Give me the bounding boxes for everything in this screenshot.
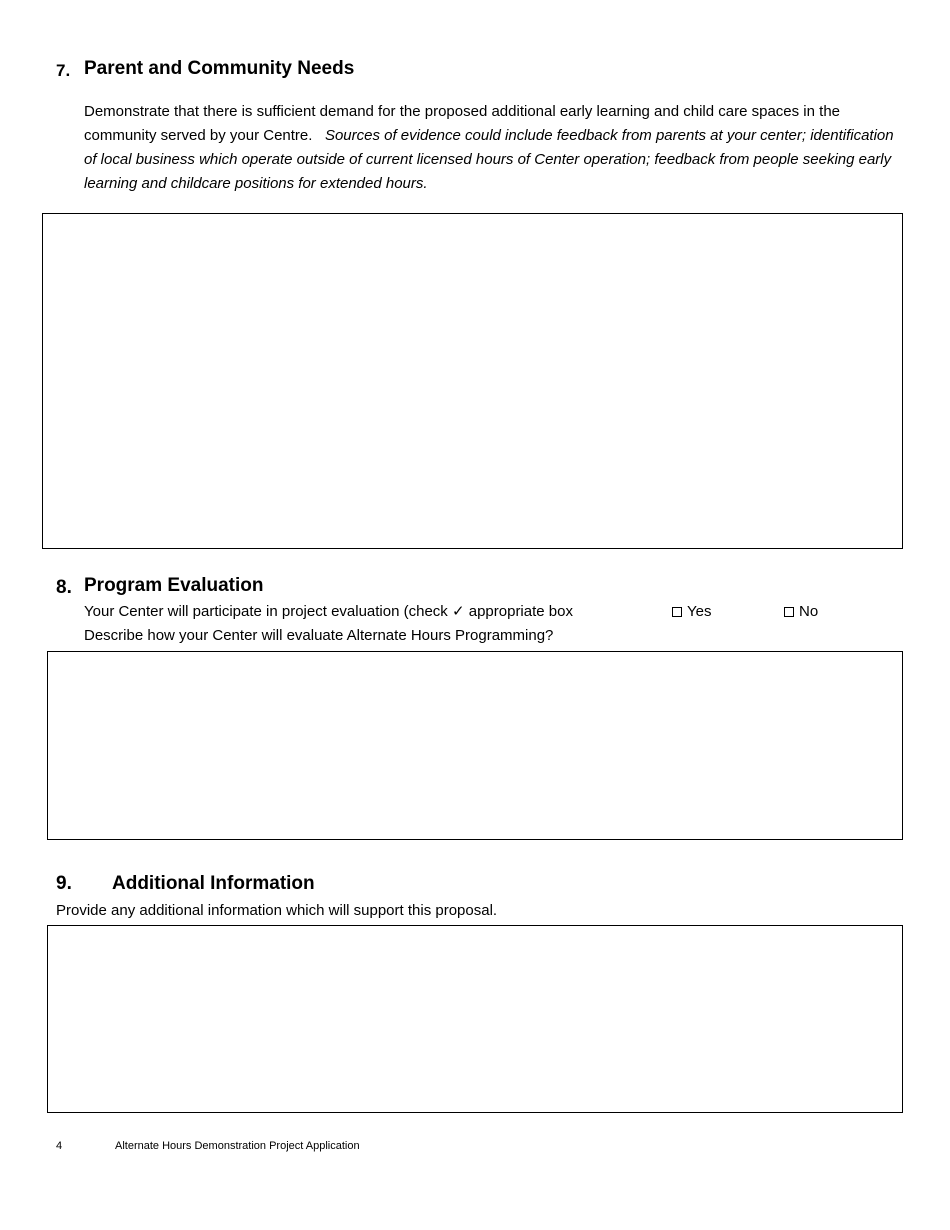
no-label: No — [799, 603, 819, 620]
checkbox-square-icon — [672, 607, 682, 617]
section-7-title: Parent and Community Needs — [84, 58, 355, 79]
evaluation-describe-prompt: Describe how your Center will evaluate Alternate Hours Programming? — [84, 627, 554, 644]
section-7-description-plain: Demonstrate that there is sufficient demand for the proposed additional early learning and child care spaces in the community served by your Centre. — [84, 103, 841, 144]
section-8-title: Program Evaluation — [84, 575, 264, 596]
yes-checkbox[interactable] — [672, 602, 711, 622]
section-7-number: 7. — [56, 61, 71, 80]
no-checkbox[interactable] — [784, 602, 818, 622]
participation-question — [84, 600, 573, 624]
section-9-title: Additional Information — [112, 873, 315, 894]
yes-label: Yes — [687, 603, 712, 620]
additional-information-input[interactable] — [47, 925, 903, 1113]
parent-community-needs-input[interactable] — [42, 213, 903, 549]
section-8-number: 8. — [56, 577, 72, 598]
participation-prefix: Your Center will participate in project evaluation (check — [84, 603, 448, 620]
section-7-description-italic: Sources of evidence could include feedback from parents at your center; identification of local business which operate outside of current licensed hours of Center operation; feedback from people seeking early learning and childcare positions for extended hours. — [84, 127, 894, 192]
footer-page-number: 4 — [56, 1140, 63, 1152]
check-icon: ✓ — [451, 603, 465, 620]
additional-info-prompt: Provide any additional information which will support this proposal. — [56, 902, 498, 919]
footer-document-title: Alternate Hours Demonstration Project Application — [115, 1140, 360, 1152]
participation-suffix: appropriate box — [468, 603, 573, 620]
section-7-description — [84, 100, 899, 196]
checkbox-square-icon — [784, 607, 794, 617]
program-evaluation-input[interactable] — [47, 651, 903, 840]
section-9-number: 9. — [56, 873, 72, 894]
